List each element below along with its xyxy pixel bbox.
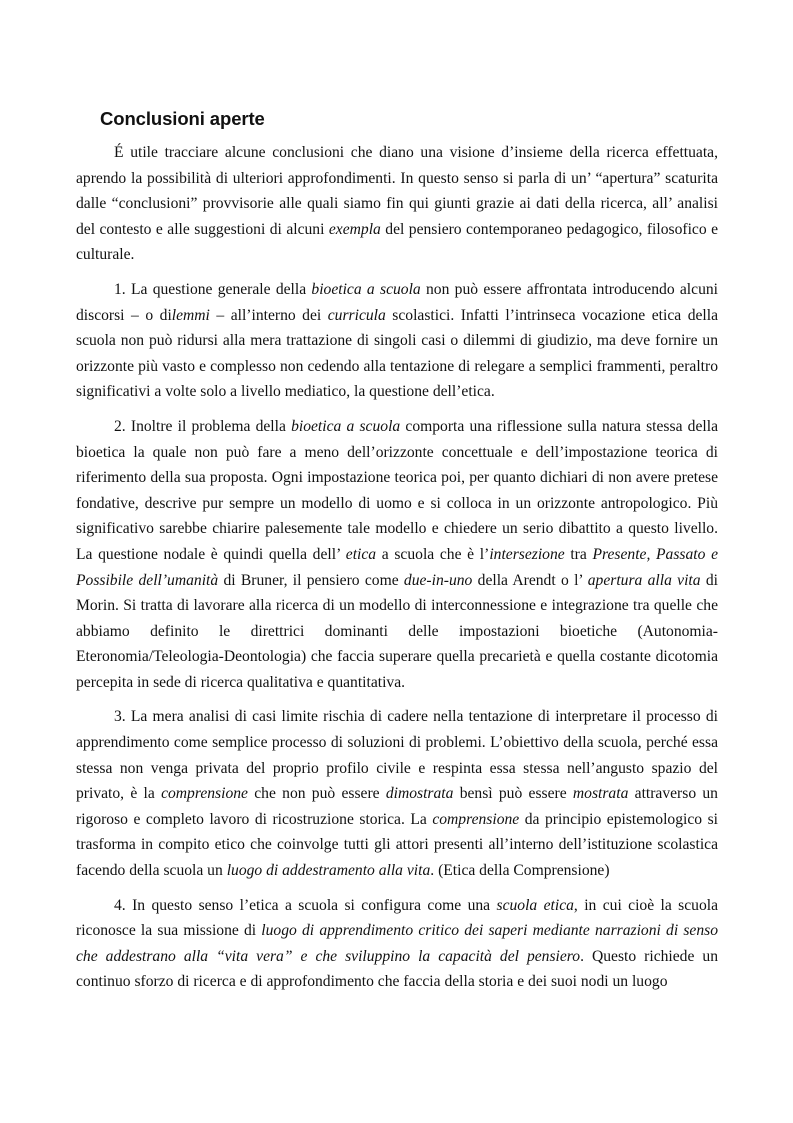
italic-text: Presente, Passato e Possibile dell’umanità	[76, 545, 718, 589]
text-run: , in cui cioè la scuola riconosce la sua missione di	[76, 896, 719, 940]
text-run: comporta una riflessione sulla natura stessa della bioetica la quale non può fare a meno dell’orizzonte concettuale e dell’impostazione teorica di riferimento della sua proposta. Ogni impostazione teorica poi, per quanto dichiari di non avere pretese fondative, descrive pur sempre un modello di uomo e si colloca in un orizzonte antropologico. Più significativo sarebbe chiarire palesemente tale modello e chiedere un serio dibattito a questo livello. La questione nodale è quindi quella dell’	[76, 417, 718, 563]
text-run: da principio epistemologico si trasforma in compito etico che coinvolge tutti gli attori presenti all’interno dell’istituzione scolastica facendo della scuola un	[76, 810, 718, 880]
italic-text: due-in-uno	[403, 571, 473, 589]
text-run: 1. La questione generale della	[114, 280, 312, 298]
section-heading: Conclusioni aperte	[100, 108, 265, 129]
italic-text: etica	[345, 545, 377, 563]
text-run: . (Etica della Comprensione)	[430, 862, 610, 880]
text-run: a scuola che è l’	[376, 545, 490, 563]
paragraph	[76, 277, 718, 405]
italic-text: curricula	[327, 306, 386, 324]
italic-text: apertura alla vita	[587, 571, 701, 589]
italic-text: luogo di addestramento alla vita	[226, 862, 431, 880]
italic-text: comprensione	[432, 810, 520, 828]
text-run: 4. In questo senso l’etica a scuola si configura come una	[114, 896, 497, 914]
text-run: É utile tracciare alcune conclusioni che diano una visione d’insieme della ricerca effettuata, aprendo la possibilità di ulteriori approfondimenti. In questo senso si parla di un’ “apertura” scaturita dalle “conclusioni” provvisorie alle quali siamo fin qui giunti grazie ai dati della ricerca, all’ analisi del contesto e alle suggestioni di alcuni	[76, 144, 718, 238]
paragraph	[76, 704, 718, 883]
paragraph	[76, 140, 718, 268]
text-run: scolastici. Infatti l’intrinseca vocazione etica della scuola non può ridursi alla mera trattazione di singoli casi o dilemmi di giudizio, ma deve fornire un orizzonte più vasto e complesso non cedendo alla tentazione di relegare a semplici frammenti, peraltro significativi a volte solo a livello mediatico, la questione dell’etica.	[76, 306, 718, 401]
italic-text: bioetica a scuola	[311, 280, 421, 298]
paragraph	[76, 414, 718, 696]
italic-text: mostrata	[572, 785, 629, 803]
text-run: del pensiero contemporaneo pedagogico, filosofico e culturale.	[76, 220, 718, 264]
italic-text: bioetica a scuola	[291, 417, 401, 435]
italic-text: dimostrata	[385, 785, 454, 803]
italic-text: exempla	[328, 220, 381, 238]
document-body	[76, 140, 718, 995]
italic-text: lemmi	[171, 306, 210, 324]
text-run: – all’interno dei	[209, 306, 328, 324]
text-run: che non può essere	[247, 785, 386, 803]
paragraph	[76, 893, 718, 995]
text-run: di Morin. Si tratta di lavorare alla ricerca di un modello di interconnessione e integrazione tra quelle che abbiamo definito le direttrici dominanti delle impostazioni bioetiche (Autonomia-Eteronomia/Teleologia-Deontologia) che faccia superare quella precarietà e quella costante dicotomia percepita in sede di ricerca qualitativa e quantitativa.	[76, 571, 719, 691]
text-run: non può essere affrontata introducendo alcuni discorsi – o di	[76, 280, 718, 324]
text-run: della Arendt o l’	[472, 571, 588, 589]
italic-text: comprensione	[161, 785, 248, 803]
document-page	[76, 108, 718, 1004]
italic-text: intersezione	[489, 545, 565, 563]
text-run: 2. Inoltre il problema della	[114, 417, 292, 435]
italic-text: luogo di apprendimento critico dei saperi mediante narrazioni di senso che addestrano alla “vita vera” e che sviluppino la capacità del pensiero	[76, 922, 718, 965]
text-run: di Bruner, il pensiero come	[218, 571, 404, 589]
text-run: tra	[564, 545, 593, 563]
italic-text: scuola etica	[496, 896, 574, 914]
text-run: . Questo richiede un continuo sforzo di ricerca e di approfondimento che faccia della storia e dei suoi nodi un luogo	[76, 947, 718, 991]
text-run: 3. La mera analisi di casi limite rischia di cadere nella tentazione di interpretare il processo di apprendimento come semplice processo di soluzioni di problemi. L’obiettivo della scuola, perché essa stessa non venga privata del proprio profilo civile e respinta essa stessa nell’angusto spazio del privato, è la	[76, 708, 718, 803]
text-run: attraverso un rigoroso e completo lavoro di ricostruzione storica. La	[76, 785, 718, 828]
text-run: bensì può essere	[453, 785, 573, 803]
